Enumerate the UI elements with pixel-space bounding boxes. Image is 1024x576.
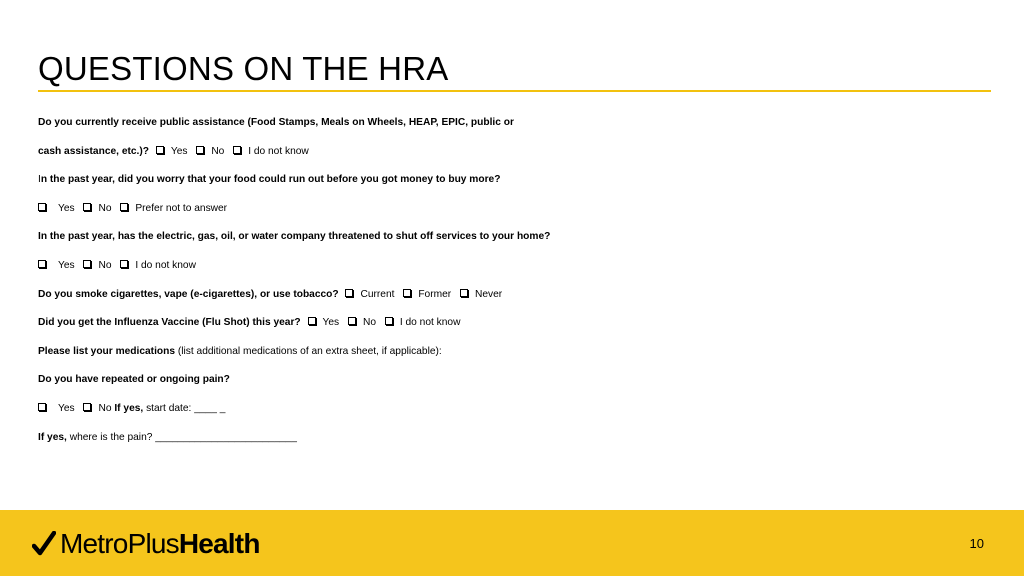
title-divider <box>38 90 991 92</box>
q4-current-label: Current <box>360 289 395 300</box>
q6-rest: (list additional medications of an extra sheet, if applicable): <box>175 346 442 357</box>
q5-no-label: No <box>362 317 376 328</box>
q3-options <box>38 260 202 271</box>
page-number: 10 <box>969 536 984 551</box>
q1-text-line1: Do you currently receive public assistance (Food Stamps, Meals on Wheels, HEAP, EPIC, public or <box>38 117 514 128</box>
q7-ifyes: If yes, <box>114 403 144 414</box>
q1-yes-label: Yes <box>170 146 188 157</box>
q2-question <box>38 174 500 185</box>
q8-line <box>38 432 297 443</box>
q4-never-checkbox[interactable] <box>460 289 468 297</box>
q7-yes-checkbox[interactable] <box>38 403 46 411</box>
q3-no-label: No <box>98 260 112 271</box>
q3-dk-label: I do not know <box>135 260 196 271</box>
q7-no-checkbox[interactable] <box>83 403 91 411</box>
q4-line <box>38 289 508 300</box>
logo-text-metroplus: MetroPlus <box>60 528 179 559</box>
slide-title: QUESTIONS ON THE HRA <box>38 50 449 87</box>
q4-text: Do you smoke cigarettes, vape (e-cigarettes), or use tobacco? <box>38 289 339 300</box>
q7-start-date[interactable]: start date: ____ _ <box>143 403 226 414</box>
q5-yes-label: Yes <box>322 317 340 328</box>
q8-rest[interactable]: where is the pain? _________________________ <box>66 432 297 443</box>
q5-dk-label: I do not know <box>399 317 461 328</box>
q7-yes-label: Yes <box>58 403 75 414</box>
q4-former-label: Former <box>418 289 452 300</box>
q8-ifyes: If yes, <box>38 432 67 443</box>
q2-no-label: No <box>98 203 112 214</box>
q1-line2 <box>38 146 315 157</box>
metroplus-logo <box>32 524 260 564</box>
q2-prefix: I <box>38 174 41 185</box>
q2-pref-label: Prefer not to answer <box>135 203 228 214</box>
footer-bar <box>0 510 1024 576</box>
q3-yes-label: Yes <box>58 260 75 271</box>
q5-line <box>38 317 466 328</box>
q3-yes-checkbox[interactable] <box>38 260 46 268</box>
q6-bold: Please list your medications <box>38 346 176 357</box>
q1-dk-label: I do not know <box>248 146 309 157</box>
q6-line <box>38 346 442 357</box>
checkmark-icon <box>32 531 56 557</box>
q7-no-label: No <box>98 403 112 414</box>
q4-never-label: Never <box>474 289 503 300</box>
q2-pref-checkbox[interactable] <box>120 203 128 211</box>
q3-dk-checkbox[interactable] <box>120 260 128 268</box>
q7-text: Do you have repeated or ongoing pain? <box>38 374 230 385</box>
q1-dk-checkbox[interactable] <box>233 146 241 154</box>
q5-no-checkbox[interactable] <box>348 317 356 325</box>
q5-yes-checkbox[interactable] <box>308 317 316 325</box>
q4-current-checkbox[interactable] <box>345 289 353 297</box>
q7-options <box>38 403 225 414</box>
logo-text-health: Health <box>178 528 260 559</box>
q4-former-checkbox[interactable] <box>403 289 411 297</box>
q1-yes-checkbox[interactable] <box>156 146 164 154</box>
logo-text <box>60 528 260 560</box>
q2-no-checkbox[interactable] <box>83 203 91 211</box>
q5-dk-checkbox[interactable] <box>385 317 393 325</box>
q3-no-checkbox[interactable] <box>83 260 91 268</box>
q1-no-checkbox[interactable] <box>196 146 204 154</box>
q3-text: In the past year, has the electric, gas, oil, or water company threatened to shut off services to your home? <box>38 231 551 242</box>
q2-yes-checkbox[interactable] <box>38 203 46 211</box>
q2-text: n the past year, did you worry that your food could run out before you got money to buy more? <box>40 174 501 185</box>
q1-text-line2: cash assistance, etc.)? <box>38 146 149 157</box>
q2-yes-label: Yes <box>58 203 75 214</box>
q2-options <box>38 203 233 214</box>
q1-no-label: No <box>211 146 225 157</box>
q5-text: Did you get the Influenza Vaccine (Flu Shot) this year? <box>38 317 301 328</box>
